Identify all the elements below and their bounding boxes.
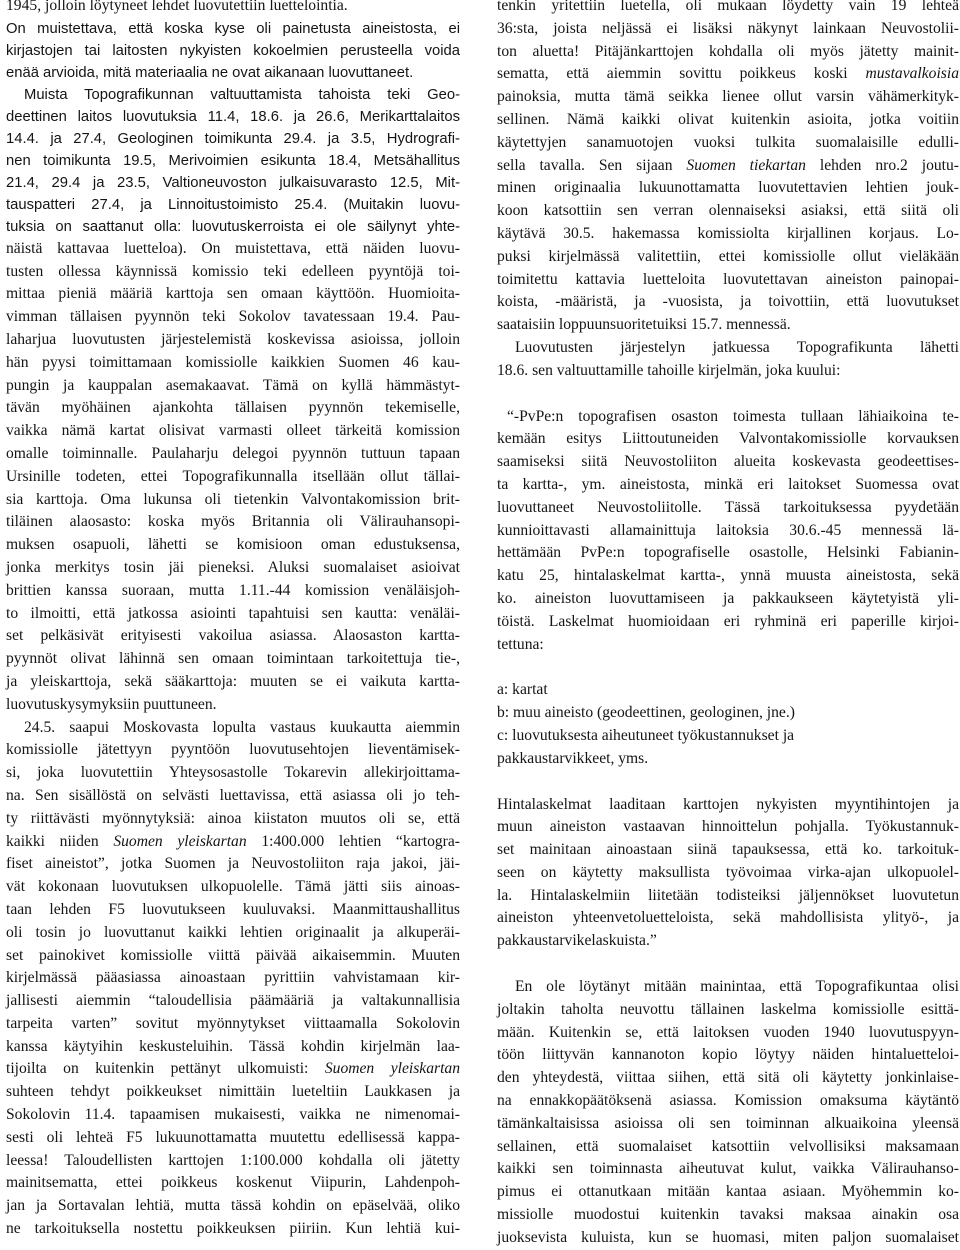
text-line: tarpeita varten” sovitut myönnytykset viittaamalla Sokolovin	[6, 1014, 460, 1032]
text-line: si, joka luovutettiin Yhteysosastolle Tokarevin allekirjoittama-	[6, 764, 460, 782]
text-line: deettinen laitos luovutuksia 11.4, 18.6. ja 26.6, Merikarttalaitos	[6, 108, 460, 125]
text-line: sesti oli lehteä F5 lukuunottamatta muutettu edellisessä kappa-	[6, 1128, 460, 1146]
text-line: set mainitaan ainoastaan siinä tapauksessa, että ko. tarkoituk-	[497, 841, 959, 859]
text-line: la. Hintalaskelmiin liitetään todisteiksi jäljennökset luovutetun	[497, 886, 959, 904]
text-line: vät kokonaan luovutuksen ulkopuolelle. Tämä jätti siis ainoas-	[6, 878, 460, 896]
text-line: töön liittyvän kannanoton kopio löytyy näiden hintaluetteloi-	[497, 1046, 959, 1064]
text-line: kanssa käytyihin keskusteluihin. Tässä kohdin kirjelmän laa-	[6, 1037, 460, 1055]
text-line: kirjelmässä pääasiassa ainoastaan pyrittiin vahvistamaan kir-	[6, 969, 460, 987]
text-line: b: muu aineisto (geodeettinen, geologinen, jne.)	[497, 704, 795, 722]
text-line: katu 25, hintalaskelmat kartta-, ynnä muusta aineistosta, sekä	[497, 567, 959, 585]
text-line: kemään esitys Liittoutuneiden Valvontakomissiolle korvauksen	[497, 430, 959, 448]
text-line: tenkin yritettiin luetella, oli mukaan löydetty vain 19 lehteä	[497, 0, 959, 14]
text-line: 14.4. ja 27.4, Geologinen toimikunta 29.4. ja 3.5, Hydrografi-	[6, 130, 460, 147]
text-line: enää arvioida, mitä materiaalia ne ovat aikanaan luovuttaneet.	[6, 64, 414, 81]
text-line: juoksevista kuluista, kun se huomasi, miten paljon suomalaiset	[497, 1228, 959, 1246]
text-line: pakkaustarvikkeet, yms.	[497, 749, 649, 767]
text-line: sella tavalla. Sen sijaan Suomen tiekartan lehden nro.2 joutu-	[497, 156, 959, 174]
text-line: 21.4, 29.4 ja 23.5, Valtioneuvoston julkaisuvarasto 12.5, Mit-	[6, 174, 460, 191]
text-line: tiläinen alaosasto: koska myös Britannia oli Välirauhansopi-	[6, 513, 460, 531]
text-line: pimus ei ottanutkaan mitään kantaa asiaan. Myöhemmin ko-	[497, 1183, 959, 1201]
text-line: sematta, että aiemmin sovittu poikkeus koski mustavalkoisia	[497, 65, 959, 83]
text-line: kirjastojen tai laitosten nykyisten kokoelmien perusteella voida	[6, 42, 460, 59]
text-line: set painokivet komissiolle viittä päivää aikaisemmin. Muuten	[6, 946, 460, 964]
text-line: 36:sta, joista neljässä ei lisäksi näkynyt lainkaan Neuvostolii-	[497, 19, 959, 37]
text-line: na ennakkopäätöksenä asiassa. Komission omaksuma käytäntö	[497, 1092, 959, 1110]
text-line: ta kartta-, ym. aineistosta, minkä eri laitokset Suomessa ovat	[497, 475, 959, 493]
text-line: koista, -määristä, ja -vuosista, ja toivottiin, että luovutukset	[497, 293, 959, 311]
text-line: tusten ollessa käynnissä komissio teki edelleen pyyntöjä toi-	[6, 262, 460, 280]
text-line: näistä kattavaa luetteloa). On muistettava, että näiden luovu-	[6, 239, 460, 257]
text-line: puksi kirjelmässä valitettiin, ettei komissiolle ollut vieläkään	[497, 247, 959, 265]
text-line: jallisesti aiemmin “taloudellisia päämääriä ja valtakunnallisia	[6, 992, 460, 1010]
text-line: aineiston yhteenvetoluetteloista, sekä mahdollisista ylityö-, ja	[497, 909, 959, 927]
text-line: tämänkaltaisissa asioissa oli sen toiminnan alkuaikoina yleensä	[497, 1114, 959, 1132]
text-line: leessa! Taloudellisten karttojen 1:100.000 kohdalla oli jätetty	[6, 1151, 460, 1169]
text-line: mittaa pieniä määriä karttoja sen omaan käyttöön. Huomioita-	[6, 285, 460, 303]
text-line: Muista Topografikunnan valtuuttamista tahoista teki Geo-	[24, 86, 460, 103]
text-line: painoksia, mutta tämä seikka lienee ollut varsin vähämerkityk-	[497, 88, 959, 106]
text-line: Luovutusten järjestelyn jatkuessa Topografikunta lähetti	[515, 338, 959, 356]
text-line: Ursinille todeten, ettei Topografikunnalla itsellään ollut tällai-	[6, 467, 460, 485]
text-line: saamiseksi siitä Neuvostoliiton alueita koskevasta geodeettises-	[497, 453, 959, 471]
text-line: On muistettava, että koska kyse oli painetusta aineistosta, ei	[6, 20, 460, 37]
text-line: oli tosin jo luovuttanut kaikki lehtien originaalit ja alkuperäi-	[6, 923, 460, 941]
text-line: 1945, jolloin löytyneet lehdet luovutettiin luettelointia.	[6, 0, 348, 14]
text-line: fiset aineistot”, jotka Suomen ja Neuvostoliiton raja jakoi, jäi-	[6, 855, 460, 873]
text-line: kaikki sen toiminnasta aiheutuvat kulut, vaikka Välirauhanso-	[497, 1160, 959, 1178]
text-line: luovutuskysymyksiin puuttuneen.	[6, 695, 217, 713]
text-line: hän pyysi toimittamaan komissiolle kaikkien Suomen 46 kau-	[6, 353, 460, 371]
text-line: tauspatteri 27.4, ja Linnoitustoimisto 25.4. (Muitakin luovu-	[6, 196, 460, 213]
text-line: ko. aineiston luovuttamiseen ja pakkaukseen käytetyistä yli-	[497, 589, 959, 607]
text-line: käytettyjen sanamuotojen vuoksi tulkita suomalaisille edulli-	[497, 133, 959, 151]
text-line: tävän myöhäinen ajankohta tällaisen pyynnön tekemiselle,	[6, 399, 460, 417]
text-line: komissiolle jätettyyn pyyntöön luovutusehtojen lieventämisek-	[6, 741, 460, 759]
text-line: sellainen, että suomalaiset katsottiin velvollisiksi maksamaan	[497, 1137, 959, 1155]
text-line: sellinen. Nämä kaikki olivat kuitenkin asioita, jotka voitiin	[497, 110, 959, 128]
text-line: pyynnöt olivat lähinnä sen omaan toimintaan tarkoitettuja tie-,	[6, 650, 460, 668]
text-line: töistä. Laskelmat huomioidaan eri ryhminä eri paperille kirjoi-	[497, 612, 959, 630]
text-line: ty riittävästi myönnytyksiä: ainoa kiistaton muutos oli se, että	[6, 809, 460, 827]
text-line: En ole löytänyt mitään mainintaa, että Topografikuntaa olisi	[515, 978, 959, 996]
text-line: hettämään PvPe:n topografiselle osastolle, Helsinki Fabianin-	[497, 544, 959, 562]
text-line: kunnioittavasti allamainittuja laitoksia 30.6.-45 mennessä lä-	[497, 521, 959, 539]
text-line: saataisiin loppuunsuoritetuiksi 15.7. mennessä.	[497, 316, 791, 334]
left-text-column	[6, 0, 460, 1241]
text-line: muun aineiston vastaavan hinnoittelun pohjalla. Työkustannuk-	[497, 818, 959, 836]
text-line: ton aluetta! Pitäjänkarttojen kohdalla oli myös jätetty mainit-	[497, 42, 959, 60]
text-line: minen originaalia lukuunottamatta luovutettavien lehtien jouk-	[497, 179, 959, 197]
text-line: toimitettu kattavia luetteloita luovutettavan aineiston painopai-	[497, 270, 959, 288]
text-line: den yhteydestä, viittaa siihen, että sitä oli käytetty jonkinlaise-	[497, 1069, 959, 1087]
paragraph-gap	[497, 771, 959, 794]
text-line: käytävä 30.5. hakemassa komissiolta kirjallinen korjaus. Lo-	[497, 224, 959, 242]
text-line: pakkaustarvikelaskuista.”	[497, 932, 657, 950]
text-line: jonka merkitys tosin jäi pieneksi. Aluksi suomalaiset asioivat	[6, 558, 460, 576]
text-line: seen on käytetty maksullista työvoimaa virka-ajan ulkopuolel-	[497, 863, 959, 881]
text-line: a: kartat	[497, 681, 548, 699]
text-line: to ilmoitti, että jatkossa asiointi tapahtuisi sen kautta: venäläi-	[6, 604, 460, 622]
text-line: tuksia on saattanut olla: luovutuskerroista ei ole säilynyt yhte-	[6, 218, 460, 235]
text-line: 18.6. sen valtuuttamille tahoille kirjelmän, joka kuului:	[497, 361, 841, 379]
text-line: jan ja Sortavalan lehtiä, mutta tässä kohdin on epäselvää, oliko	[6, 1197, 460, 1215]
paragraph-gap	[497, 656, 959, 679]
text-line: kaikki niiden Suomen yleiskartan 1:400.000 lehtien “kartogra-	[6, 832, 460, 850]
text-line: koon katsottiin sen verran olennaiseksi asiaksi, että siitä oli	[497, 202, 959, 220]
text-line: missiolle muodostui kuitenkin tavaksi maksaa ainakin osa	[497, 1206, 959, 1224]
text-line: luovuttaneet Neuvostoliitolle. Tässä tarkoituksessa pyydetään	[497, 498, 959, 516]
text-line: set pelkäsivät erityisesti vakoilua asiassa. Alaosaston kartta-	[6, 627, 460, 645]
text-line: tijoilta on kuitenkin pettänyt ulkomuisti: Suomen yleiskartan	[6, 1060, 460, 1078]
text-line: Hintalaskelmat laaditaan karttojen nykyisten myyntihintojen ja	[497, 795, 959, 813]
text-line: taan lehden F5 luovutukseen kuuluvaksi. Maanmittaushallitus	[6, 900, 460, 918]
right-text-column	[497, 0, 959, 1250]
text-line: “-PvPe:n topografisen osaston toimesta tullaan lähiaikoina te-	[507, 407, 959, 425]
text-line: pungin ja kauppalan asemakaavat. Tämä on kyllä hämmästyt-	[6, 376, 460, 394]
text-line: Sokolovin 11.4. tapaamisen mukaisesti, vaikka ne nimenomai-	[6, 1106, 460, 1124]
text-line: brittien kanssa suoraan, mutta 1.11.-44 komission venäläisjoh-	[6, 581, 460, 599]
text-line: laharjua luovutusten järjestelemistä koskevissa asioissa, jolloin	[6, 330, 460, 348]
text-line: vimman tällaisen pyynnön teki Sokolov tavatessaan 19.4. Pau-	[6, 308, 460, 326]
text-line: sia karttoja. Oma lukunsa oli tietenkin Valvontakomission brit-	[6, 490, 460, 508]
text-line: ja yleiskarttoja, sekä sääkarttoja: muuten se ei vaikuta kartta-	[6, 672, 460, 690]
text-line: nen toimikunta 19.5, Merivoimien esikunta 18.4, Metsähallitus	[6, 152, 460, 169]
text-line: vaikka nämä kartat olisivat varmasti olleet tärkeitä komission	[6, 422, 460, 440]
text-line: suhteen tehdyt poikkeukset nimittäin lueteltiin Laukkasen ja	[6, 1083, 460, 1101]
text-line: muksen osapuoli, lähetti se komisioon oman edustuksensa,	[6, 536, 460, 554]
paragraph-gap	[497, 953, 959, 976]
text-line: 24.5. saapui Moskovasta lopulta vastaus kuukautta aiemmin	[24, 718, 460, 736]
text-line: mään. Kuitenkin se, että laitoksen vuoden 1940 luovutuspyyn-	[497, 1023, 959, 1041]
text-line: ne tarkoituksella nostettu poikkeuksen piiriin. Kun lehtiä kui-	[6, 1220, 460, 1238]
text-line: na. Sen sisällöstä on selvästi luettavissa, että asiassa oli jo teh-	[6, 786, 460, 804]
text-line: omalle toiminnalle. Paulaharju delegoi pyynnön tuttuun tapaan	[6, 444, 460, 462]
text-line: mainitsematta, ettei poikkeus koskenut Viipurin, Lahdenpoh-	[6, 1174, 460, 1192]
paragraph-gap	[497, 383, 959, 406]
text-line: tettuna:	[497, 635, 544, 653]
text-line: joltakin taholta neuvottu tällainen laskelma komissiolle esittä-	[497, 1000, 959, 1018]
text-line: c: luovutuksesta aiheutuneet työkustannukset ja	[497, 726, 795, 744]
